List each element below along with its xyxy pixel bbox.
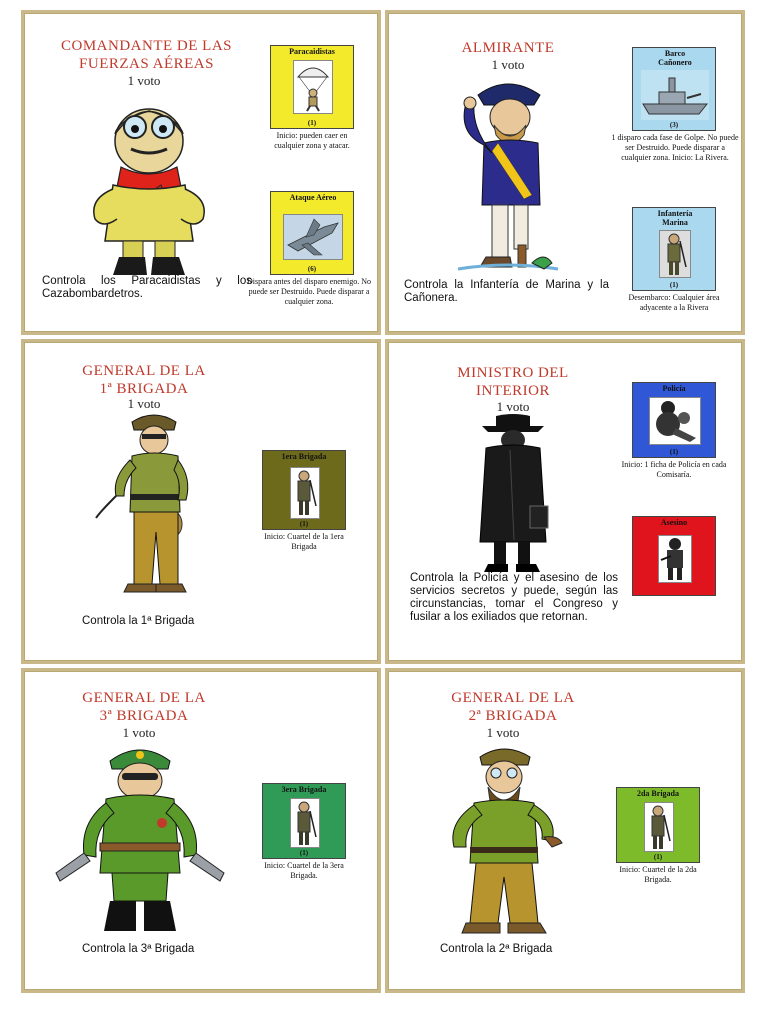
card-title-line1: GENERAL DE LA: [82, 363, 206, 379]
chip-note: 1 disparo cada fase de Golpe. No puede ser Destruido. Puede disparar a cualquier zona. Inicio: La Rivera.: [611, 133, 739, 162]
card-vote: 1 voto: [127, 396, 161, 411]
chip-number: (1): [307, 119, 317, 127]
chip-2nd-brigade: [616, 787, 700, 863]
chip-assassin: [632, 516, 716, 596]
card-general-1st-brigade: [21, 339, 381, 664]
secret-agent-illustration: [468, 414, 558, 574]
chip-label: Paracaidistas: [289, 47, 335, 56]
chip-3rd-brigade: [262, 783, 346, 859]
card-title-line2: 2ª BRIGADA: [468, 708, 558, 724]
soldier-icon: [290, 798, 320, 848]
card-vote: 1 voto: [122, 725, 156, 740]
card-general-3rd-brigade: [21, 668, 381, 993]
chip-air-strike: [270, 191, 354, 275]
aviator-character-illustration: [69, 89, 229, 279]
chip-marine-infantry: [632, 207, 716, 291]
card-title: [54, 362, 234, 398]
admiral-character-illustration: [448, 73, 568, 273]
chip-note: Inicio: Cuartel de la 3era Brigada.: [264, 861, 344, 880]
card-vote: 1 voto: [496, 399, 530, 414]
chip-number: (1): [299, 849, 309, 857]
chip-number: (6): [307, 265, 317, 273]
chip-police: [632, 382, 716, 458]
chip-label: 1era Brigada: [281, 452, 327, 461]
card-title-line1: MINISTRO DEL: [457, 365, 569, 381]
card-air-force-commander: [21, 10, 381, 335]
police-icon: [649, 397, 701, 445]
chip-label: Asesino: [660, 518, 688, 527]
soldier-icon: [644, 802, 674, 852]
chip-note: Inicio: 1 ficha de Policía en cada Comisaría.: [621, 460, 727, 479]
chip-number: (1): [299, 520, 309, 528]
card-title-line2: INTERIOR: [476, 383, 550, 399]
card-title-line1: GENERAL DE LA: [451, 690, 575, 706]
marine-soldier-icon: [659, 230, 691, 278]
chip-note: Inicio: Cuartel de la 2da Brigada.: [619, 865, 697, 884]
card-vote: 1 voto: [127, 73, 161, 88]
chip-label: Ataque Aéreo: [289, 193, 337, 202]
chip-paratroopers: [270, 45, 354, 129]
card-admiral: [385, 10, 745, 335]
general-2nd-brigade-illustration: [434, 743, 574, 939]
chip-note: Inicio: Cuartel de la 1era Brigada: [264, 532, 344, 551]
general-1st-brigade-illustration: [94, 408, 204, 608]
card-interior-minister: [385, 339, 745, 664]
chip-label: 2da Brigada: [636, 789, 679, 798]
chip-number: (3): [669, 121, 679, 129]
card-title: [408, 39, 608, 57]
gunboat-icon: [641, 70, 709, 120]
chip-number: (1): [669, 448, 679, 456]
card-description: Controla la Policía y el asesino de los servicios secretos y puede, según las circunstancias, tomar el Congreso y fusilar a los exiliados que retornan.: [410, 572, 618, 623]
general-3rd-brigade-illustration: [50, 743, 230, 939]
chip-number: (1): [653, 853, 663, 861]
fighter-jet-icon: [283, 214, 343, 260]
chip-1st-brigade: [262, 450, 346, 530]
chip-number: (1): [669, 281, 679, 289]
card-description: Controla la 2ª Brigada: [440, 943, 553, 955]
card-title-line1: GENERAL DE LA: [82, 690, 206, 706]
card-description: Controla los Paracaidistas y los Cazabombardetros.: [42, 275, 252, 300]
card-general-2nd-brigade: [385, 668, 745, 993]
card-title-line1: ALMIRANTE: [461, 40, 555, 56]
card-vote: 1 voto: [491, 57, 525, 72]
card-title: [418, 364, 608, 400]
card-title: [418, 689, 608, 725]
card-description: Controla la 3ª Brigada: [82, 943, 195, 955]
card-title: [34, 37, 259, 73]
chip-note: Dispara antes del disparo enemigo. No puede ser Destruido. Puede disparar a cualquier zona.: [247, 277, 371, 306]
card-title-line2: FUERZAS AÉREAS: [79, 56, 214, 72]
card-title-line1: COMANDANTE DE LAS: [61, 38, 232, 54]
card-vote: 1 voto: [486, 725, 520, 740]
chip-label: Barco Cañonero: [658, 49, 692, 67]
chip-note: Desembarco: Cualquier área adyacente a la Rivera: [628, 293, 720, 312]
card-title: [54, 689, 234, 725]
card-description: Controla la 1ª Brigada: [82, 615, 195, 627]
chip-note: Inicio: pueden caer en cualquier zona y atacar.: [274, 131, 350, 150]
card-description: Controla la Infantería de Marina y la Cañonera.: [404, 279, 609, 304]
soldier-icon: [290, 467, 320, 519]
card-title-line2: 3ª BRIGADA: [99, 708, 189, 724]
card-title-line2: 1ª BRIGADA: [99, 381, 189, 397]
chip-label: 3era Brigada: [281, 785, 327, 794]
chip-label: Policía: [662, 384, 686, 393]
chip-gunboat: [632, 47, 716, 131]
assassin-icon: [658, 535, 692, 583]
chip-label: Infantería Marina: [657, 209, 693, 227]
paratrooper-icon: [293, 60, 333, 114]
